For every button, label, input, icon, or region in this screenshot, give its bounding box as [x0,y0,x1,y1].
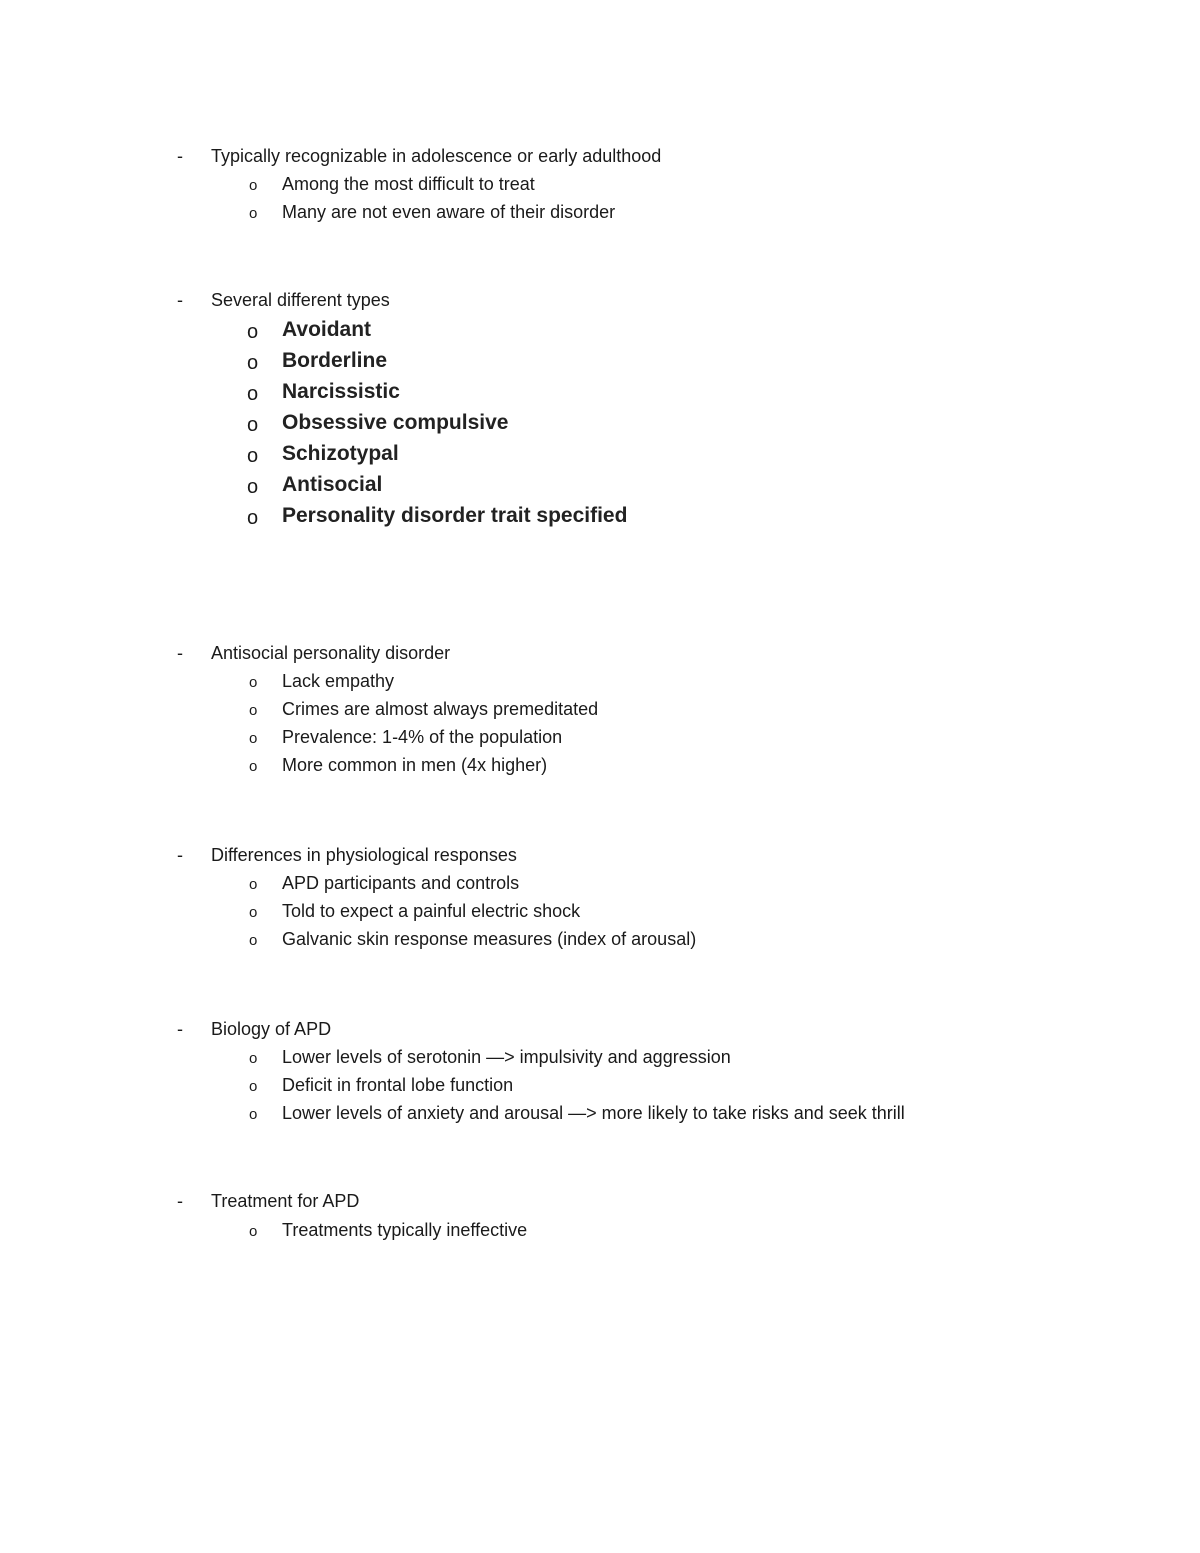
sub-bullet-marker: o [247,414,259,436]
dash-bullet: - [177,1191,183,1211]
section-1-title: Typically recognizable in adolescence or early adulthood [211,146,662,166]
section-4-item-2: Told to expect a painful electric shock [282,901,581,921]
sub-bullet-marker: o [247,507,259,529]
sub-bullet-marker: o [249,177,258,194]
section-4-title: Differences in physiological responses [211,845,517,865]
section-3-item-2: Crimes are almost always premeditated [282,699,599,719]
section-2-title: Several different types [211,290,390,310]
sub-bullet-marker: o [247,445,259,467]
sub-bullet-marker: o [249,1050,258,1067]
section-2-item-1: Avoidant [282,318,372,341]
sub-bullet-marker: o [249,904,258,921]
sub-bullet-marker: o [249,876,258,893]
section-2-item-3: Narcissistic [282,380,400,403]
section-5-item-2: Deficit in frontal lobe function [282,1075,514,1095]
section-5-item-3: Lower levels of anxiety and arousal —> more likely to take risks and seek thrill [282,1103,905,1123]
section-2-item-6: Antisocial [282,473,383,496]
section-2-item-2: Borderline [282,349,388,372]
section-5-title: Biology of APD [211,1019,332,1039]
sub-bullet-marker: o [249,1078,258,1095]
section-3-item-4: More common in men (4x higher) [282,755,548,775]
section-3-title: Antisocial personality disorder [211,643,451,663]
section-4-item-1: APD participants and controls [282,873,520,893]
section-1-item-1: Among the most difficult to treat [282,174,535,194]
sub-bullet-marker: o [247,476,259,498]
section-3-item-1: Lack empathy [282,671,395,691]
section-2-item-4: Obsessive compulsive [282,411,509,434]
sub-bullet-marker: o [249,1223,258,1240]
sub-bullet-marker: o [247,352,259,374]
sub-bullet-marker: o [249,674,258,691]
section-5-item-1: Lower levels of serotonin —> impulsivity and aggression [282,1047,731,1067]
dash-bullet: - [177,845,183,865]
sub-bullet-marker: o [247,321,259,343]
dash-bullet: - [177,1019,183,1039]
sub-bullet-marker: o [249,1106,258,1123]
sub-bullet-marker: o [249,758,258,775]
sub-bullet-marker: o [249,932,258,949]
section-2-item-7: Personality disorder trait specified [282,504,628,527]
section-1-item-2: Many are not even aware of their disorder [282,202,616,222]
sub-bullet-marker: o [249,730,258,747]
dash-bullet: - [177,643,183,663]
section-4-item-3: Galvanic skin response measures (index of arousal) [282,929,697,949]
dash-bullet: - [177,290,183,310]
section-2-item-5: Schizotypal [282,442,399,465]
section-6-title: Treatment for APD [211,1191,360,1211]
sub-bullet-marker: o [247,383,259,405]
dash-bullet: - [177,146,183,166]
sub-bullet-marker: o [249,702,258,719]
section-6-item-1: Treatments typically ineffective [282,1220,528,1240]
section-3-item-3: Prevalence: 1-4% of the population [282,727,563,747]
sub-bullet-marker: o [249,205,258,222]
